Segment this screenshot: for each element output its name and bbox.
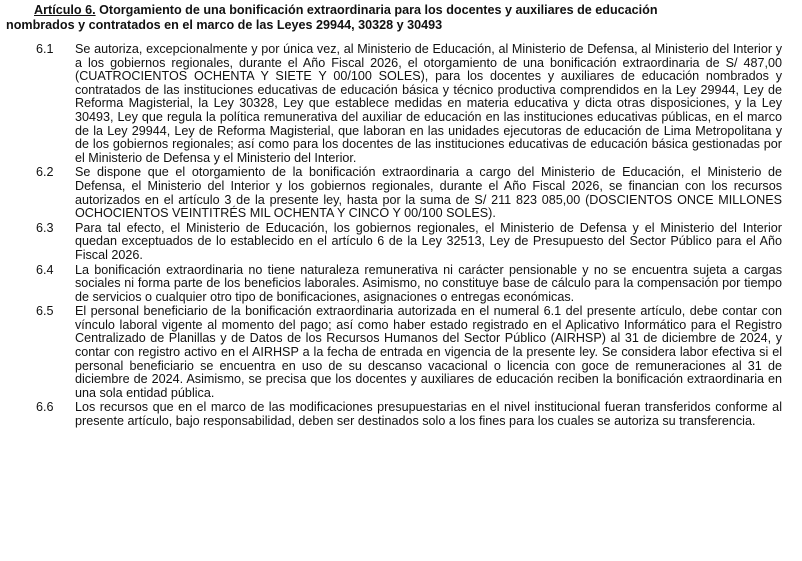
clause-text: Los recursos que en el marco de las modificaciones presupuestarias en el nivel institucional fueran transferidos conforme al presente artículo, bajo responsabilidad, deben ser destinados solo a los fines para los cuales se autoriza su transferencia. bbox=[75, 400, 782, 429]
clause-6-3 bbox=[6, 222, 796, 263]
clause-number: 6.3 bbox=[36, 220, 54, 235]
clause-number: 6.4 bbox=[36, 262, 54, 277]
article-heading bbox=[6, 3, 796, 32]
clause-text: Para tal efecto, el Ministerio de Educación, los gobiernos regionales, el Ministerio de Defensa y el Ministerio del Interior quedan exceptuados de lo establecido en el artículo 6 de la Ley 32513, Ley de Presupuesto del Sector Público para el Año Fiscal 2026. bbox=[75, 220, 782, 262]
clause-6-2 bbox=[6, 166, 796, 220]
clause-text: Se dispone que el otorgamiento de la bonificación extraordinaria a cargo del Ministerio de Educación, el Ministerio de Defensa, el Ministerio del Interior y los gobiernos regionales, durante el Año Fiscal 2026, se financian con los recursos autorizados en el artículo 3 de la presente ley, hasta por la suma de S/ 211 823 085,00 (DOSCIENTOS ONCE MILLONES OCHOCIENTOS VEINTITRÉS MIL OCHENTA Y CINCO Y 00/100 SOLES). bbox=[75, 165, 782, 221]
clause-6-6 bbox=[6, 401, 796, 428]
clause-6-1 bbox=[6, 43, 796, 165]
clause-number: 6.2 bbox=[36, 165, 54, 180]
clause-number: 6.5 bbox=[36, 304, 54, 319]
clause-text: Se autoriza, excepcionalmente y por única vez, al Ministerio de Educación, al Ministerio de Defensa, al Ministerio del Interior y a los gobiernos regionales, durante el Año Fiscal 2026, el otorgamiento de una bonificación extraordinaria de S/ 487,00 (CUATROCIENTOS OCHENTA Y SIETE Y 00/100 SOLES), para los docentes y auxiliares de educación nombrados y contratados de las instituciones educativas de educación básica y técnico productiva comprendidos en la Ley 29944, Ley de Reforma Magisterial, la Ley 30328, Ley que establece medidas en materia educativa y dicta otras disposiciones, y la Ley 30493, Ley que regula la política remunerativa del auxiliar de educación en las instituciones educativas públicas, en el marco de la Ley 29944, Ley de Reforma Magisterial, que laboran en las unidades ejecutoras de educación de Lima Metropolitana y de los gobiernos regionales; así como para los docentes de las instituciones educativas de educación básica gestionadas por el Ministerio de Defensa y el Ministerio del Interior. bbox=[75, 42, 782, 165]
clause-list bbox=[6, 43, 796, 429]
clause-6-5 bbox=[6, 305, 796, 400]
article-title-part-1: Otorgamiento de una bonificación extraordinaria para los docentes y auxiliares de educación bbox=[95, 3, 658, 17]
clause-6-4 bbox=[6, 264, 796, 305]
clause-number: 6.6 bbox=[36, 400, 54, 415]
clause-text: El personal beneficiario de la bonificación extraordinaria autorizada en el numeral 6.1 del presente artículo, debe contar con vínculo laboral vigente al momento del pago; así como haber estado registrado en el Aplicativo Informático para el Registro Centralizado de Planillas y de Datos de los Recursos Humanos del Sector Público (AIRHSP) al 31 de diciembre de 2024, y contar con registro activo en el AIRHSP a la fecha de entrada en vigencia de la presente ley. Se considera labor efectiva si el personal beneficiario se encuentra en uso de su descanso vacacional o licencia con goce de remuneraciones al 31 de diciembre de 2024. Asimismo, se precisa que los docentes y auxiliares de educación reciben la bonificación extraordinaria en una sola entidad pública. bbox=[75, 304, 782, 400]
article-heading-line-1 bbox=[34, 3, 796, 18]
article-number: Artículo 6. bbox=[34, 3, 96, 17]
clause-text: La bonificación extraordinaria no tiene naturaleza remunerativa ni carácter pensionable y no se encuentra sujeta a cargas sociales ni forma parte de los beneficios laborales. Asimismo, no constituye base de cálculo para la compensación por tiempo de servicios o cualquier otro tipo de bonificaciones, asignaciones o entregas económicas. bbox=[75, 262, 782, 304]
clause-number: 6.1 bbox=[36, 42, 54, 56]
article-title-part-2: nombrados y contratados en el marco de las Leyes 29944, 30328 y 30493 bbox=[6, 17, 443, 32]
